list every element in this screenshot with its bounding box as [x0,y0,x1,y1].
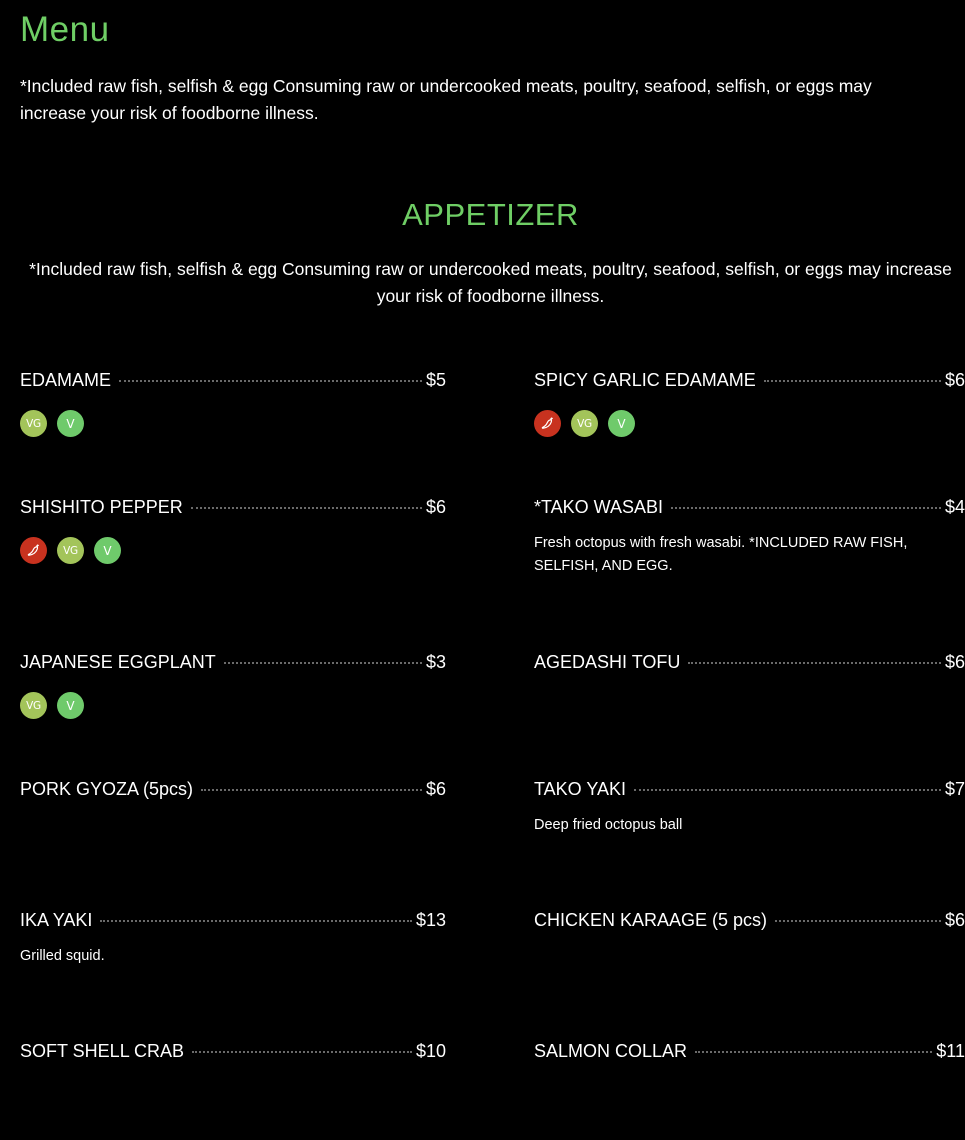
menu-item-price: $6 [944,370,965,390]
menu-item-header [534,908,965,932]
menu-item-name: SHISHITO PEPPER [20,497,183,517]
menu-item-price: $4 [944,497,965,517]
vegan-badge: VG [20,692,47,719]
menu-item-price: $6 [944,910,965,930]
menu-item [20,650,446,719]
menu-item-price: $6 [425,779,446,799]
menu-item-name: EDAMAME [20,370,112,390]
dietary-badges [20,410,446,437]
dot-leader [695,1051,932,1053]
dot-leader [191,507,422,509]
menu-item-description: Deep fried octopus ball [534,817,683,833]
menu-item [534,368,965,437]
menu-item-header [20,368,446,392]
dot-leader [100,920,412,922]
dot-leader [775,920,941,922]
menu-item [20,368,446,437]
menu-item-price: $6 [425,497,446,517]
menu-item-header [534,650,965,674]
dietary-badges [534,410,965,437]
menu-item [20,908,446,968]
menu-item-header [20,495,446,519]
menu-item-price: $5 [425,370,446,390]
menu-item-name: SOFT SHELL CRAB [20,1041,185,1061]
menu-item-header [20,908,446,932]
page-title: Menu [20,10,110,49]
menu-item-price: $6 [944,652,965,672]
menu-item-name: CHICKEN KARAAGE (5 pcs) [534,910,768,930]
menu-item-name: SPICY GARLIC EDAMAME [534,370,756,390]
menu-item-price: $10 [415,1041,446,1061]
menu-item-price: $3 [425,652,446,672]
dot-leader [201,789,422,791]
menu-item-header [534,368,965,392]
dot-leader [688,662,941,664]
menu-item-description: Fresh octopus with fresh wasabi. *INCLUDED RAW FISH, SELFISH, AND EGG. [534,535,908,574]
page-disclaimer: *Included raw fish, selfish & egg Consuming raw or undercooked meats, poultry, seafood, selfish, or eggs may increase your risk of foodborne illness. [20,76,872,123]
menu-item-price: $13 [415,910,446,930]
section-title: APPETIZER [402,197,579,232]
vegetarian-badge: V [57,410,84,437]
dietary-badges [20,537,446,564]
menu-item [20,777,446,801]
section-disclaimer: *Included raw fish, selfish & egg Consuming raw or undercooked meats, poultry, seafood, selfish, or eggs may increase your risk of foodborne illness. [29,259,952,306]
dot-leader [634,789,941,791]
dot-leader [119,380,422,382]
menu-item-header [20,1039,446,1063]
menu-item-name: IKA YAKI [20,910,93,930]
dietary-badges [20,692,446,719]
menu-item-header [534,1039,965,1063]
dot-leader [224,662,422,664]
menu-item [534,1039,965,1063]
vegetarian-badge: V [94,537,121,564]
menu-item-name: TAKO YAKI [534,779,627,799]
menu-item-header [20,777,446,801]
menu-item-description: Grilled squid. [20,948,105,964]
chili-pepper-icon [20,537,47,564]
menu-item [20,495,446,564]
dot-leader [671,507,941,509]
menu-item-name: PORK GYOZA (5pcs) [20,779,194,799]
vegetarian-badge: V [608,410,635,437]
menu-item [534,650,965,674]
menu-item [534,908,965,932]
dot-leader [192,1051,412,1053]
vegan-badge: VG [20,410,47,437]
vegetarian-badge: V [57,692,84,719]
menu-item-header [20,650,446,674]
dot-leader [764,380,941,382]
menu-item-header [534,495,965,519]
menu-item-name: JAPANESE EGGPLANT [20,652,216,672]
menu-item-price: $11 [936,1041,965,1061]
vegan-badge: VG [57,537,84,564]
menu-item-header [534,777,965,801]
menu-item-name: *TAKO WASABI [534,497,664,517]
vegan-badge: VG [571,410,598,437]
menu-item [534,495,965,578]
menu-item [534,777,965,837]
menu-item [20,1039,446,1063]
chili-pepper-icon [534,410,561,437]
menu-item-price: $7 [944,779,965,799]
menu-item-name: AGEDASHI TOFU [534,652,681,672]
menu-item-name: SALMON COLLAR [534,1041,688,1061]
